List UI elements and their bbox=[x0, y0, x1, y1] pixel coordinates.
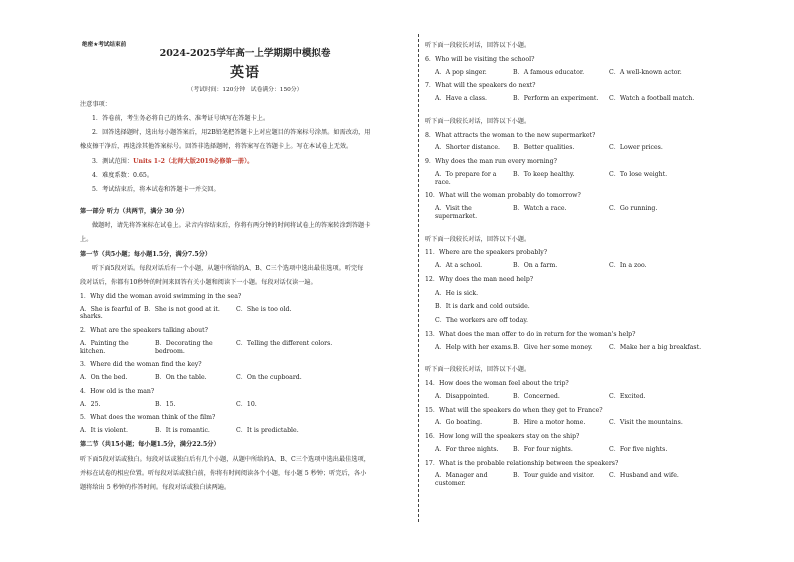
right-column bbox=[425, 34, 725, 488]
option-c: C．It is predictable. bbox=[236, 427, 299, 435]
question-text: 9．Why does the man run every morning? bbox=[425, 158, 557, 165]
option-a: A．He is sick. bbox=[435, 289, 479, 297]
note-1: 1．答卷前，考生务必将自己的姓名、准考证号填写在答题卡上。 bbox=[92, 114, 270, 122]
exam-meta: （考试时间：120分钟 试卷满分：150分） bbox=[187, 87, 303, 94]
question-13 bbox=[425, 331, 725, 352]
option-b: B．To keep healthy. bbox=[513, 170, 575, 178]
option-a: A．Disappointed. bbox=[435, 392, 490, 400]
scope-value: Units 1-2（北师大版2019必修第一册）。 bbox=[133, 157, 254, 165]
question-text: 12．Why does the man need help? bbox=[425, 275, 534, 283]
options bbox=[425, 262, 725, 270]
option-b: B．Give her some money. bbox=[513, 343, 593, 351]
question-text: 15．What will the speakers do when they get to France? bbox=[425, 406, 603, 414]
note-3 bbox=[80, 158, 410, 166]
group3-instr: 听下面一段较长对话，回答以下小题。 bbox=[425, 235, 531, 243]
question-15 bbox=[425, 407, 725, 428]
options bbox=[425, 393, 725, 401]
question-11 bbox=[425, 249, 725, 270]
options bbox=[425, 419, 725, 427]
sec1-instr-2: 段对话后，你都有10秒钟的时间来回答有关小题和阅读下一小题。每段对话仅读一遍。 bbox=[80, 279, 317, 287]
options bbox=[425, 446, 725, 454]
option-b: B．For four nights. bbox=[513, 445, 573, 453]
question-text: 13．What does the man offer to do in return for the woman's help? bbox=[425, 330, 636, 338]
options bbox=[425, 205, 725, 221]
question-text: 7．What will the speakers do next? bbox=[425, 82, 536, 90]
option-a: A．At a school. bbox=[435, 262, 483, 269]
question-text: 4．How old is the man? bbox=[80, 387, 155, 395]
part1-instr-2: 上。 bbox=[80, 236, 93, 244]
part1-heading: 第一部分 听力（共两节，满分 30 分） bbox=[80, 207, 188, 215]
note-2: 2．回答选择题时，选出每小题答案后，用2B铅笔把答题卡上对应题目的答案标号涂黑。如需改动，用 bbox=[92, 129, 371, 137]
option-c: C．Visit the mountains. bbox=[609, 419, 683, 427]
exam-title: 2024-2025学年高一上学期期中模拟卷 bbox=[159, 48, 331, 59]
option-c: C．10. bbox=[236, 400, 257, 408]
option-a: A．Visit the supermarket. bbox=[435, 205, 478, 220]
sec2-heading: 第二节（共15小题；每小题1.5分，满分22.5分） bbox=[80, 441, 220, 449]
option-a: A．A pop singer. bbox=[435, 68, 487, 76]
question-1 bbox=[80, 293, 410, 321]
question-text: 5．What does the woman think of the film? bbox=[80, 414, 216, 422]
option-b: B．On the table. bbox=[155, 374, 207, 382]
left-column bbox=[80, 34, 410, 492]
note-4: 4．难度系数：0.65。 bbox=[92, 171, 154, 179]
column-divider bbox=[418, 34, 419, 522]
group1-instr: 听下面一段较长对话，回答以下小题。 bbox=[425, 42, 531, 49]
question-text: 14．How does the woman feel about the trip? bbox=[425, 380, 569, 387]
note-3-label: 3．测试范围： bbox=[92, 157, 134, 165]
option-b: B．Perform an experiment. bbox=[513, 95, 599, 102]
options bbox=[425, 95, 725, 103]
options bbox=[425, 171, 725, 187]
option-c: C．Watch a football match. bbox=[609, 95, 695, 102]
option-a: A．Painting the kitchen. bbox=[80, 339, 129, 355]
question-text: 16．How long will the speakers stay on the ship? bbox=[425, 433, 580, 440]
options bbox=[425, 144, 725, 152]
option-b: B．It is dark and cold outside. bbox=[435, 303, 530, 311]
question-text: 11．Where are the speakers probably? bbox=[425, 249, 548, 257]
question-7 bbox=[425, 82, 725, 103]
option-a: A．Go boating. bbox=[435, 419, 483, 427]
sec2-instr-2: 并标在试卷的相应位置。听每段对话或独白前，你将有时间阅读各个小题，每小题 5 秒钟；听完后，各小 bbox=[80, 469, 367, 477]
option-a: A．Have a class. bbox=[435, 95, 487, 102]
options bbox=[80, 374, 410, 382]
secret-label: 绝密★考试结束前 bbox=[82, 42, 127, 48]
option-c: C．A well-known actor. bbox=[609, 68, 682, 76]
options bbox=[425, 69, 725, 77]
sec1-heading: 第一节（共5小题；每小题1.5分，满分7.5分） bbox=[80, 250, 212, 258]
option-b: B．Watch a race. bbox=[513, 205, 567, 212]
option-a: A．Manager and customer. bbox=[435, 472, 488, 487]
question-text: 6．Who will be visiting the school? bbox=[425, 55, 535, 63]
sec2-instr-3: 题将给出 5 秒钟的作答时间。每段对话或独白读两遍。 bbox=[80, 484, 231, 492]
subject-title: 英语 bbox=[230, 64, 260, 81]
question-text: 1．Why did the woman avoid swimming in the sea? bbox=[80, 292, 242, 300]
question-2 bbox=[80, 327, 410, 355]
question-4 bbox=[80, 388, 410, 409]
question-8 bbox=[425, 132, 725, 153]
sec1-instr-1: 听下面5段对话。每段对话后有一个小题，从题中所给的A、B、C三个选项中选出最佳选项。听完每 bbox=[92, 264, 364, 272]
options bbox=[80, 427, 410, 435]
notes-title: 注意事项： bbox=[80, 100, 111, 108]
option-b: B．Better qualities. bbox=[513, 144, 575, 152]
note-5: 5．考试结束后，将本试卷和答题卡一并交回。 bbox=[92, 186, 220, 194]
option-c: C．The workers are off today. bbox=[435, 317, 529, 324]
question-text: 8．What attracts the woman to the new supermarket? bbox=[425, 131, 596, 139]
option-b: B．Concerned. bbox=[513, 392, 560, 400]
note-2-cont: 橡皮擦干净后，再选涂其他答案标号。回答非选择题时，将答案写在答题卡上。写在本试卷上无效。 bbox=[80, 143, 353, 151]
option-b: B．It is romantic. bbox=[155, 427, 210, 435]
question-text: 3．Where did the woman find the key? bbox=[80, 361, 202, 369]
options bbox=[425, 344, 725, 352]
question-text: 2．What are the speakers talking about? bbox=[80, 327, 208, 335]
question-17 bbox=[425, 460, 725, 488]
option-a: A．It is violent. bbox=[80, 427, 128, 435]
option-c: C．Go running. bbox=[609, 205, 658, 212]
question-10 bbox=[425, 192, 725, 220]
option-c: C．In a zoo. bbox=[609, 262, 647, 269]
question-16 bbox=[425, 433, 725, 454]
option-c: C．Make her a big breakfast. bbox=[609, 343, 702, 351]
question-9 bbox=[425, 158, 725, 186]
option-a: A．25. bbox=[80, 400, 101, 408]
question-14 bbox=[425, 380, 725, 401]
option-c: C．To lose weight. bbox=[609, 170, 668, 178]
option-b: B．On a farm. bbox=[513, 262, 558, 269]
option-c: C．Excited. bbox=[609, 392, 646, 400]
option-b: B．Hire a motor home. bbox=[513, 419, 586, 427]
option-c: C．Lower prices. bbox=[609, 144, 663, 152]
option-b: B．She is not good at it. bbox=[144, 305, 220, 313]
question-12 bbox=[425, 276, 725, 325]
options bbox=[80, 340, 410, 356]
option-b: B．Decorating the bedroom. bbox=[155, 339, 213, 355]
option-a: A．For three nights. bbox=[435, 445, 499, 453]
question-5 bbox=[80, 414, 410, 435]
option-c: C．For five nights. bbox=[609, 445, 668, 453]
option-c: C．On the cupboard. bbox=[236, 374, 302, 382]
option-a: A．On the bed. bbox=[80, 374, 128, 382]
question-text: 17．What is the probable relationship between the speakers? bbox=[425, 459, 619, 467]
group4-instr: 听下面一段较长对话，回答以下小题。 bbox=[425, 366, 531, 374]
option-b: B．Tour guide and visitor. bbox=[513, 472, 595, 480]
part1-instr-1: 做题时，请先将答案标在试卷上。录音内容结束后，你将有两分钟的时间将试卷上的答案转涂到答题卡 bbox=[92, 222, 371, 230]
question-3 bbox=[80, 361, 410, 382]
option-a: A．She is fearful of sharks. bbox=[80, 305, 141, 321]
option-c: C．Husband and wife. bbox=[609, 472, 679, 480]
question-6 bbox=[425, 56, 725, 77]
options bbox=[80, 401, 410, 409]
option-b: B．15. bbox=[155, 400, 176, 408]
group2-instr: 听下面一段较长对话，回答以下小题。 bbox=[425, 117, 531, 125]
option-c: C．She is too old. bbox=[236, 305, 292, 313]
option-a: A．To prepare for a race. bbox=[435, 170, 497, 186]
options bbox=[80, 306, 410, 322]
option-b: B．A famous educator. bbox=[513, 68, 585, 76]
option-c: C．Telling the different colors. bbox=[236, 339, 333, 347]
option-a: A．Shorter distance. bbox=[435, 144, 501, 152]
sec2-instr-1: 听下面5段对话或独白。每段对话或独白后有几个小题，从题中所给的A、B、C三个选项中选出最佳选项， bbox=[80, 455, 370, 463]
question-text: 10．What will the woman probably do tomorrow? bbox=[425, 192, 581, 200]
option-a: A．Help with her exams. bbox=[435, 343, 513, 351]
options bbox=[425, 472, 725, 488]
